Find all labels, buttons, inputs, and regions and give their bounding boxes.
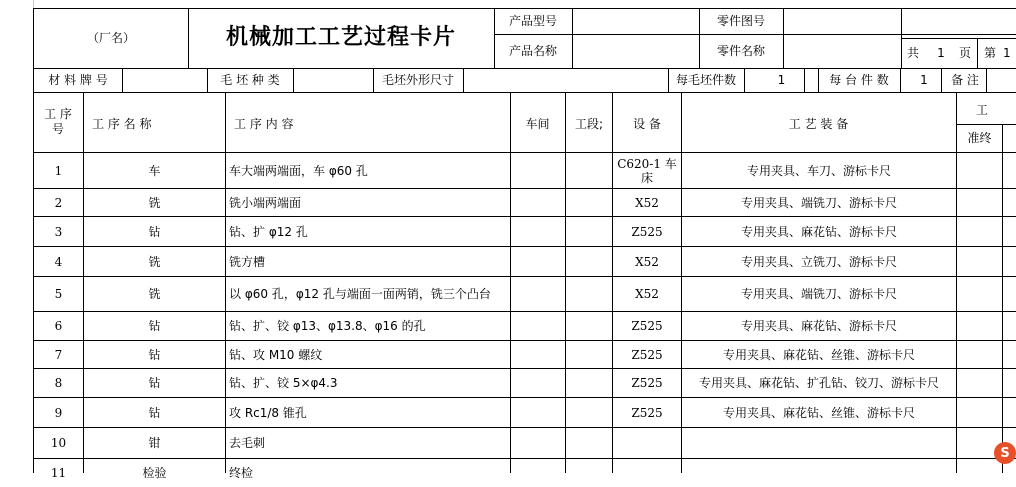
col-time-header: 工 bbox=[976, 103, 989, 117]
row-seq-cell: 11 bbox=[50, 466, 67, 480]
row-equipment-cell: Z525 bbox=[631, 319, 663, 333]
row-seq-cell: 1 bbox=[54, 163, 63, 178]
row-equipment-cell: Z525 bbox=[631, 224, 663, 239]
total-pages: 1 bbox=[937, 46, 945, 60]
row-seq-cell: 4 bbox=[54, 254, 63, 269]
row-name-cell: 铣 bbox=[148, 195, 161, 210]
row-workshop-cell bbox=[511, 398, 565, 427]
row-content-cell: 钻、扩 φ12 孔 bbox=[229, 224, 308, 239]
row-workshop-cell bbox=[511, 189, 565, 216]
remark-label: 备 注 bbox=[951, 73, 979, 87]
part-name-label: 零件名称 bbox=[716, 44, 765, 58]
row-section-cell bbox=[566, 341, 612, 368]
row-section-cell bbox=[566, 189, 612, 216]
row-tooling-cell: 专用夹具、麻花钻、游标卡尺 bbox=[740, 224, 897, 239]
blank-type-label: 毛 坯 种 类 bbox=[220, 73, 280, 87]
product-model-label: 产品型号 bbox=[508, 14, 557, 28]
row-name-cell: 钻 bbox=[148, 405, 161, 420]
row-name-cell: 车 bbox=[148, 163, 161, 178]
row-section-cell bbox=[566, 428, 612, 458]
row-section-cell bbox=[566, 277, 612, 311]
row-tooling-cell: 专用夹具、端铣刀、游标卡尺 bbox=[740, 195, 897, 210]
row-workshop-cell bbox=[511, 247, 565, 276]
row-seq-cell: 7 bbox=[54, 347, 63, 362]
row-workshop-cell bbox=[511, 312, 565, 340]
row-equipment-cell: Z525 bbox=[631, 405, 663, 420]
per-unit-value: 1 bbox=[920, 73, 928, 87]
row-tooling-cell: 专用夹具、麻花钻、丝锥、游标卡尺 bbox=[722, 347, 915, 362]
current-label: 第 bbox=[983, 46, 996, 60]
row-equipment-cell: Z525 bbox=[631, 376, 663, 390]
row-tooling-cell: 专用夹具、端铣刀、游标卡尺 bbox=[740, 287, 897, 301]
row-tooling-cell: 专用夹具、车刀、游标卡尺 bbox=[746, 163, 891, 178]
row-name-cell: 钻 bbox=[148, 319, 161, 333]
row-workshop-cell bbox=[511, 459, 565, 487]
row-workshop-cell bbox=[511, 277, 565, 311]
col-name-header: 工 序 名 称 bbox=[92, 117, 152, 131]
per-blank-value: 1 bbox=[777, 73, 786, 87]
row-tooling-cell: 专用夹具、立铣刀、游标卡尺 bbox=[740, 254, 897, 269]
col-workshop-header: 车间 bbox=[525, 117, 550, 131]
watermark-logo-icon: S bbox=[994, 442, 1016, 464]
row-workshop-cell bbox=[511, 369, 565, 397]
row-tooling-cell: 专用夹具、麻花钻、游标卡尺 bbox=[740, 319, 897, 333]
row-seq-cell: 10 bbox=[50, 436, 67, 450]
row-name-cell: 铣 bbox=[148, 254, 161, 269]
product-name-label: 产品名称 bbox=[508, 44, 557, 58]
row-section-cell bbox=[566, 369, 612, 397]
row-seq-cell: 3 bbox=[54, 224, 63, 239]
row-seq-cell: 9 bbox=[54, 405, 63, 420]
product-model-value[interactable] bbox=[572, 8, 699, 34]
col-prep-header: 准终 bbox=[967, 131, 992, 145]
row-section-cell bbox=[566, 153, 612, 188]
row-name-cell: 检验 bbox=[142, 466, 167, 480]
row-tooling-cell bbox=[682, 459, 956, 487]
page-title: 机械加工工艺过程卡片 bbox=[225, 25, 456, 50]
col-section-header: 工段; bbox=[574, 117, 604, 131]
row-section-cell bbox=[566, 312, 612, 340]
factory-name: （厂名） bbox=[86, 31, 135, 45]
row-name-cell: 钻 bbox=[148, 347, 161, 362]
row-name-cell: 钻 bbox=[148, 224, 161, 239]
row-workshop-cell bbox=[511, 217, 565, 246]
row-tooling-cell bbox=[682, 428, 956, 458]
row-seq-cell: 2 bbox=[54, 195, 63, 210]
row-equipment-cell bbox=[613, 459, 681, 487]
row-content-cell: 攻 Rc1/8 锥孔 bbox=[229, 405, 307, 420]
row-content-cell: 以 φ60 孔，φ12 孔与端面一面两销，铣三个凸台 bbox=[229, 287, 491, 301]
row-content-cell: 终检 bbox=[229, 466, 254, 480]
page-label: 页 bbox=[958, 46, 971, 60]
blank-size-label: 毛坯外形尺寸 bbox=[381, 73, 454, 87]
part-drawing-label: 零件图号 bbox=[716, 14, 765, 28]
material-label: 材 料 牌 号 bbox=[48, 73, 108, 87]
col-content-header: 工 序 内 容 bbox=[234, 117, 294, 131]
row-equipment-cell: C620-1 车床 bbox=[617, 156, 677, 185]
col-seq-header: 工 序 号 bbox=[44, 107, 72, 136]
row-tooling-cell: 专用夹具、麻花钻、扩孔钻、铰刀、游标卡尺 bbox=[698, 376, 939, 390]
row-content-cell: 钻、攻 M10 螺纹 bbox=[229, 347, 323, 362]
row-section-cell bbox=[566, 398, 612, 427]
row-equipment-cell: X52 bbox=[635, 195, 659, 210]
row-content-cell: 车大端两端面，车 φ60 孔 bbox=[229, 163, 368, 178]
row-content-cell: 铣小端两端面 bbox=[229, 195, 302, 210]
row-workshop-cell bbox=[511, 428, 565, 458]
row-equipment-cell bbox=[613, 428, 681, 458]
col-tooling-header: 工 艺 装 备 bbox=[788, 117, 849, 131]
row-workshop-cell bbox=[511, 153, 565, 188]
row-equipment-cell: Z525 bbox=[631, 347, 663, 362]
row-content-cell: 去毛刺 bbox=[229, 436, 266, 450]
per-blank-label: 每毛坯件数 bbox=[675, 73, 736, 87]
row-equipment-cell: X52 bbox=[635, 254, 659, 269]
row-section-cell bbox=[566, 247, 612, 276]
row-name-cell: 钻 bbox=[148, 376, 161, 390]
row-content-cell: 钻、扩、铰 5×φ4.3 bbox=[229, 376, 338, 390]
current-page: 1 bbox=[1003, 46, 1011, 60]
col-equipment-header: 设 备 bbox=[633, 117, 661, 131]
row-name-cell: 铣 bbox=[148, 287, 161, 301]
row-seq-cell: 6 bbox=[54, 319, 63, 333]
row-workshop-cell bbox=[511, 341, 565, 368]
row-content-cell: 铣方槽 bbox=[229, 254, 266, 269]
row-section-cell bbox=[566, 459, 612, 487]
row-tooling-cell: 专用夹具、麻花钻、丝锥、游标卡尺 bbox=[722, 405, 915, 420]
row-name-cell: 钳 bbox=[148, 436, 161, 450]
row-seq-cell: 8 bbox=[54, 376, 63, 390]
row-content-cell: 钻、扩、铰 φ13、φ13.8、φ16 的孔 bbox=[229, 319, 426, 333]
row-seq-cell: 5 bbox=[54, 287, 63, 301]
row-equipment-cell: X52 bbox=[635, 287, 659, 301]
total-label: 共 bbox=[906, 46, 919, 60]
per-unit-label: 每 台 件 数 bbox=[829, 73, 889, 87]
row-section-cell bbox=[566, 217, 612, 246]
